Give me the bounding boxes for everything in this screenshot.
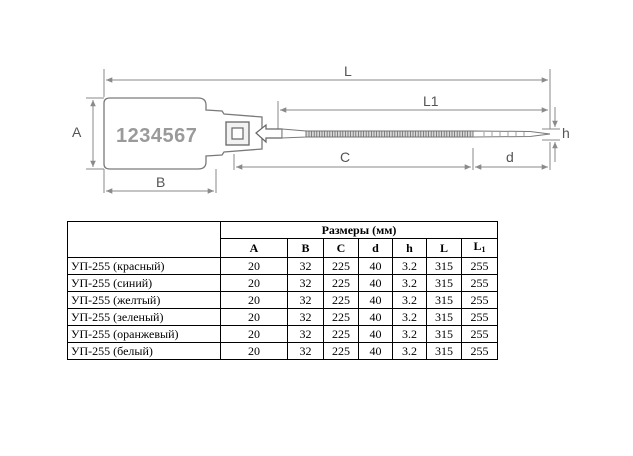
model-name: УП-255 (оранжевый) <box>68 326 221 343</box>
value-B: 32 <box>288 292 324 309</box>
value-L: 315 <box>427 258 462 275</box>
model-name: УП-255 (белый) <box>68 343 221 360</box>
value-d: 40 <box>359 258 393 275</box>
model-name: УП-255 (красный) <box>68 258 221 275</box>
value-L1: 255 <box>462 292 498 309</box>
col-header-B: B <box>288 239 324 258</box>
value-L: 315 <box>427 275 462 292</box>
col-header-L1-base: L <box>473 239 482 253</box>
value-B: 32 <box>288 326 324 343</box>
value-h: 3.2 <box>393 258 427 275</box>
value-B: 32 <box>288 275 324 292</box>
value-d: 40 <box>359 275 393 292</box>
value-A: 20 <box>221 343 288 360</box>
value-h: 3.2 <box>393 326 427 343</box>
strap-end <box>473 131 550 137</box>
value-B: 32 <box>288 343 324 360</box>
label-A: A <box>72 124 82 140</box>
model-name: УП-255 (зеленый) <box>68 309 221 326</box>
value-L: 315 <box>427 292 462 309</box>
value-C: 225 <box>324 292 359 309</box>
value-L: 315 <box>427 326 462 343</box>
table-row <box>68 343 498 360</box>
dimensions-table <box>67 221 498 360</box>
value-A: 20 <box>221 292 288 309</box>
value-C: 225 <box>324 343 359 360</box>
table-row <box>68 292 498 309</box>
value-d: 40 <box>359 309 393 326</box>
table-row <box>68 275 498 292</box>
value-C: 225 <box>324 275 359 292</box>
value-L1: 255 <box>462 258 498 275</box>
value-L: 315 <box>427 309 462 326</box>
value-h: 3.2 <box>393 309 427 326</box>
value-h: 3.2 <box>393 275 427 292</box>
value-L: 315 <box>427 343 462 360</box>
value-B: 32 <box>288 309 324 326</box>
value-d: 40 <box>359 292 393 309</box>
seal-number-text: 1234567 <box>116 125 198 147</box>
value-C: 225 <box>324 309 359 326</box>
value-C: 225 <box>324 258 359 275</box>
lock-inner <box>232 128 243 139</box>
value-B: 32 <box>288 258 324 275</box>
label-C: C <box>340 149 351 165</box>
label-L: L <box>344 63 352 79</box>
col-header-L1-sub: 1 <box>481 245 486 254</box>
value-L1: 255 <box>462 309 498 326</box>
table-row <box>68 326 498 343</box>
strap-neck <box>282 129 306 138</box>
table-corner-cell <box>68 222 221 258</box>
col-header-C: C <box>324 239 359 258</box>
value-L1: 255 <box>462 275 498 292</box>
col-header-d: d <box>359 239 393 258</box>
value-L1: 255 <box>462 326 498 343</box>
col-header-h: h <box>393 239 427 258</box>
value-A: 20 <box>221 258 288 275</box>
value-d: 40 <box>359 343 393 360</box>
label-h: h <box>562 125 570 141</box>
label-d: d <box>506 149 514 165</box>
value-A: 20 <box>221 275 288 292</box>
label-L1: L1 <box>423 93 439 109</box>
col-header-L: L <box>427 239 462 258</box>
label-B: B <box>156 174 166 190</box>
value-A: 20 <box>221 309 288 326</box>
value-A: 20 <box>221 326 288 343</box>
col-header-A: A <box>221 239 288 258</box>
col-header-L1 <box>462 239 498 258</box>
dimensions-group-header: Размеры (мм) <box>221 222 498 239</box>
model-name: УП-255 (желтый) <box>68 292 221 309</box>
value-L1: 255 <box>462 343 498 360</box>
value-h: 3.2 <box>393 292 427 309</box>
value-h: 3.2 <box>393 343 427 360</box>
value-d: 40 <box>359 326 393 343</box>
value-C: 225 <box>324 326 359 343</box>
seal-drawing <box>0 0 633 215</box>
table-row <box>68 258 498 275</box>
model-name: УП-255 (синий) <box>68 275 221 292</box>
table-row <box>68 309 498 326</box>
seal-body <box>104 98 550 169</box>
